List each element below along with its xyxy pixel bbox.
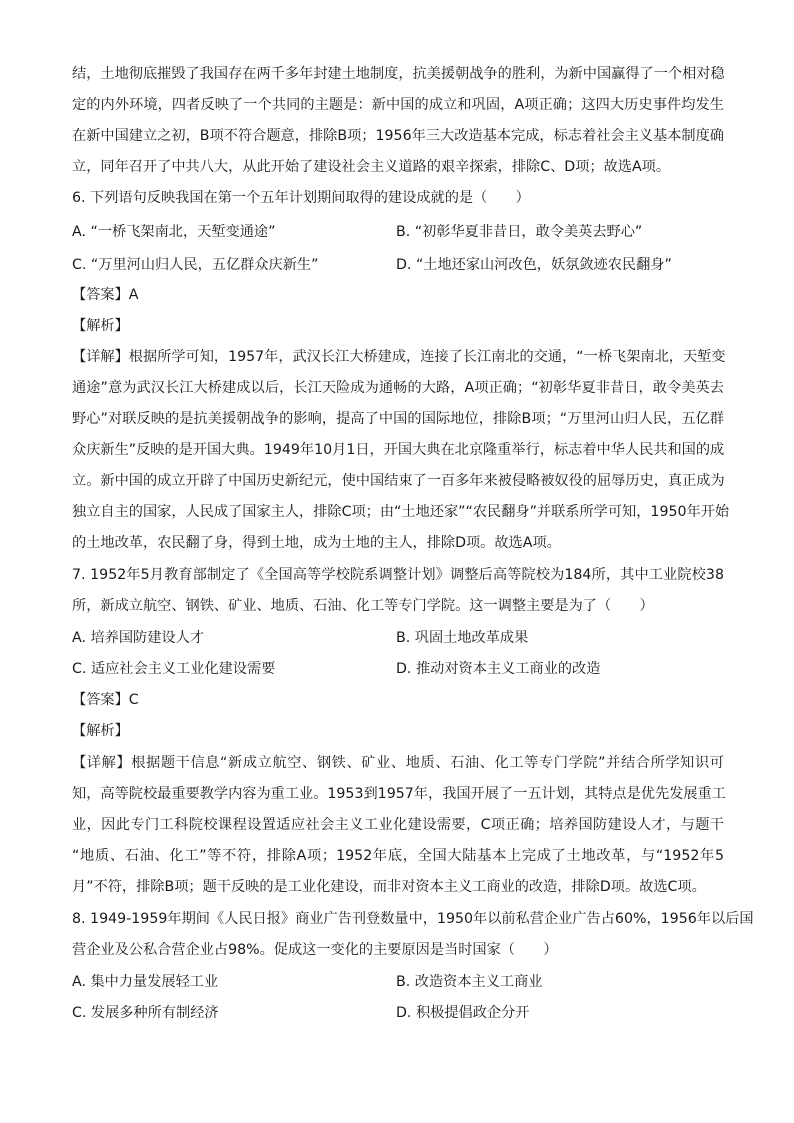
question-6-stem: 6. 下列语句反映我国在第一个五年计划期间取得的建设成就的是（ ） <box>72 190 530 206</box>
q6-detail-line: 众庆新生”反映的是开国大典。1949年10月1日，开国大典在北京隆重举行，标志着中华人民共和国的成 <box>72 442 725 458</box>
q6-option-b: B. “初彰华夏非昔日，敢令美英去野心” <box>396 224 643 240</box>
q6-detail-line: 【详解】根据所学可知，1957年，武汉长江大桥建成，连接了长江南北的交通，“一桥飞架南北，天堑变 <box>72 349 726 365</box>
q8-option-d: D. 积极提倡政企分开 <box>396 1005 530 1021</box>
q6-detail-line: 的土地改革，农民翻了身，得到土地，成为土地的主人，排除D项。故选A项。 <box>72 535 561 551</box>
text-line: 在新中国建立之初，B项不符合题意，排除B项；1956年三大改造基本完成，标志着社会主义基本制度确 <box>72 128 724 144</box>
q6-answer: 【答案】A <box>72 287 139 303</box>
q6-analysis-label: 【解析】 <box>72 318 129 334</box>
q8-option-c: C. 发展多种所有制经济 <box>72 1005 219 1021</box>
q7-detail-line: 知，高等院校最重要教学内容为重工业。1953到1957年，我国开展了一五计划，其特点是优先发展重工 <box>72 786 726 802</box>
q6-detail-line: 立。新中国的成立开辟了中国历史新纪元，使中国结束了一百多年来被侵略被奴役的屈辱历史，真正成为 <box>72 473 725 489</box>
q7-detail-line: 月”不符，排除B项；题干反映的是工业化建设，而非对资本主义工商业的改造，排除D项。故选C项。 <box>72 879 706 895</box>
q6-detail-line: 独立自主的国家，人民成了国家主人，排除C项；由“土地还家”“农民翻身”并联系所学可知，1950年开始 <box>72 504 730 520</box>
q7-option-b: B. 巩固土地改革成果 <box>396 630 529 646</box>
q8-option-a: A. 集中力量发展轻工业 <box>72 974 219 990</box>
text-line: 立，同年召开了中共八大，从此开始了建设社会主义道路的艰辛探索，排除C、D项；故选A项。 <box>72 159 671 175</box>
q7-detail-line: 业，因此专门工科院校课程设置适应社会主义工业化建设需要，C项正确；培养国防建设人才，与题干 <box>72 817 724 833</box>
q7-option-c: C. 适应社会主义工业化建设需要 <box>72 661 276 677</box>
question-7-stem: 所，新成立航空、钢铁、矿业、地质、石油、化工等专门学院。这一调整主要是为了（ ） <box>72 598 654 614</box>
q7-option-d: D. 推动对资本主义工商业的改造 <box>396 661 601 677</box>
question-8-stem: 营企业及公私合营企业占98%。促成这一变化的主要原因是当时国家（ ） <box>72 942 558 958</box>
q7-analysis-label: 【解析】 <box>72 723 129 739</box>
q7-answer: 【答案】C <box>72 692 139 708</box>
q8-option-b: B. 改造资本主义工商业 <box>396 974 543 990</box>
q7-detail-line: 【详解】根据题干信息“新成立航空、钢铁、矿业、地质、石油、化工等专门学院”并结合所学知识可 <box>72 755 724 771</box>
q6-option-d: D. “土地还家山河改色，妖氛敛迹农民翻身” <box>396 257 672 273</box>
q6-detail-line: 野心”对联反映的是抗美援朝战争的影响，提高了中国的国际地位，排除B项；“万里河山归人民，五亿群 <box>72 411 724 427</box>
q6-detail-line: 通途”意为武汉长江大桥建成以后，长江天险成为通畅的大路，A项正确；“初彰华夏非昔日，敢令美英去 <box>72 380 724 396</box>
question-7-stem: 7. 1952年5月教育部制定了《全国高等学校院系调整计划》调整后高等院校为184所，其中工业院校38 <box>72 567 724 583</box>
q7-option-a: A. 培养国防建设人才 <box>72 630 204 646</box>
q6-option-c: C. “万里河山归人民，五亿群众庆新生” <box>72 257 319 273</box>
q6-option-a: A. “一桥飞架南北，天堑变通途” <box>72 224 276 240</box>
q7-detail-line: “地质、石油、化工”等不符，排除A项；1952年底，全国大陆基本上完成了土地改革，与“1952年5 <box>72 848 724 864</box>
text-line: 定的内外环境，四者反映了一个共同的主题是：新中国的成立和巩固，A项正确；这四大历史事件均发生 <box>72 97 724 113</box>
text-line: 结，土地彻底摧毁了我国存在两千多年封建土地制度，抗美援朝战争的胜利，为新中国赢得了一个相对稳 <box>72 66 725 82</box>
question-8-stem: 8. 1949-1959年期间《人民日报》商业广告刊登数量中，1950年以前私营企业广告占60%，1956年以后国 <box>72 911 754 927</box>
